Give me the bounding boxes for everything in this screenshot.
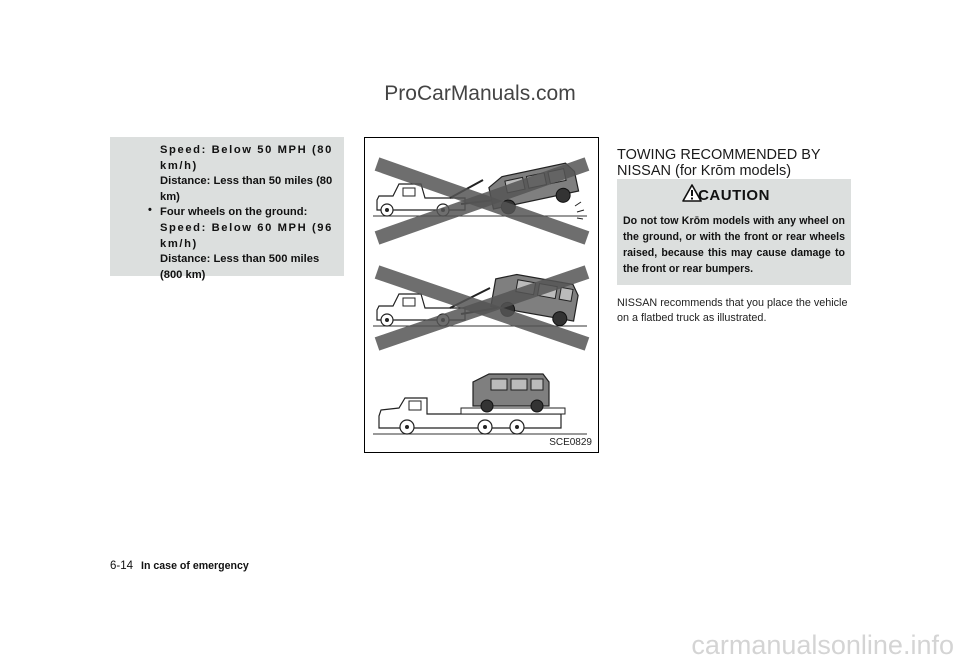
section-heading <box>617 147 821 179</box>
distance-line-2-cont: (800 km) <box>160 269 206 281</box>
watermark-top: ProCarManuals.com <box>384 82 576 105</box>
bullet-label: Four wheels on the ground: <box>160 206 308 218</box>
caution-title: CAUTION <box>698 187 770 204</box>
towing-illustration-svg <box>365 138 600 454</box>
distance-line-2: Distance: Less than 500 miles <box>160 253 320 265</box>
section-heading-line-1: TOWING RECOMMENDED BY <box>617 147 821 163</box>
speed-line-1: Speed: Below 50 MPH (80 <box>160 144 333 156</box>
watermark-bottom: carmanualsonline.info <box>691 630 954 660</box>
figure-code: SCE0829 <box>549 437 592 448</box>
speed-line-2-cont: km/h) <box>160 238 198 250</box>
bullet-icon: • <box>148 204 152 216</box>
distance-line-1-cont: km) <box>160 191 180 203</box>
body-paragraph: NISSAN recommends that you place the vehicle on a flatbed truck as illustrated. <box>617 297 848 324</box>
tow-truck-front-lift-illustration <box>373 162 587 238</box>
flatbed-truck-illustration <box>373 374 587 434</box>
speed-line-2: Speed: Below 60 MPH (96 <box>160 222 333 234</box>
page-footer <box>110 560 249 572</box>
speed-line-1-cont: km/h) <box>160 160 198 172</box>
tow-truck-rear-lift-illustration <box>373 271 587 344</box>
distance-line-1: Distance: Less than 50 miles (80 <box>160 175 333 187</box>
towing-speed-limits-box <box>110 137 344 281</box>
chapter-title: In case of emergency <box>141 560 249 572</box>
page-number: 6-14 <box>110 560 134 572</box>
caution-box <box>617 179 851 285</box>
towing-illustration <box>364 137 599 453</box>
caution-text: Do not tow Krōm models with any wheel on the ground, or with the front or rear wheels raised, because this may cause damage to the front or rear bumpers. <box>623 215 845 275</box>
section-heading-line-2: NISSAN (for Krōm models) <box>617 163 792 179</box>
